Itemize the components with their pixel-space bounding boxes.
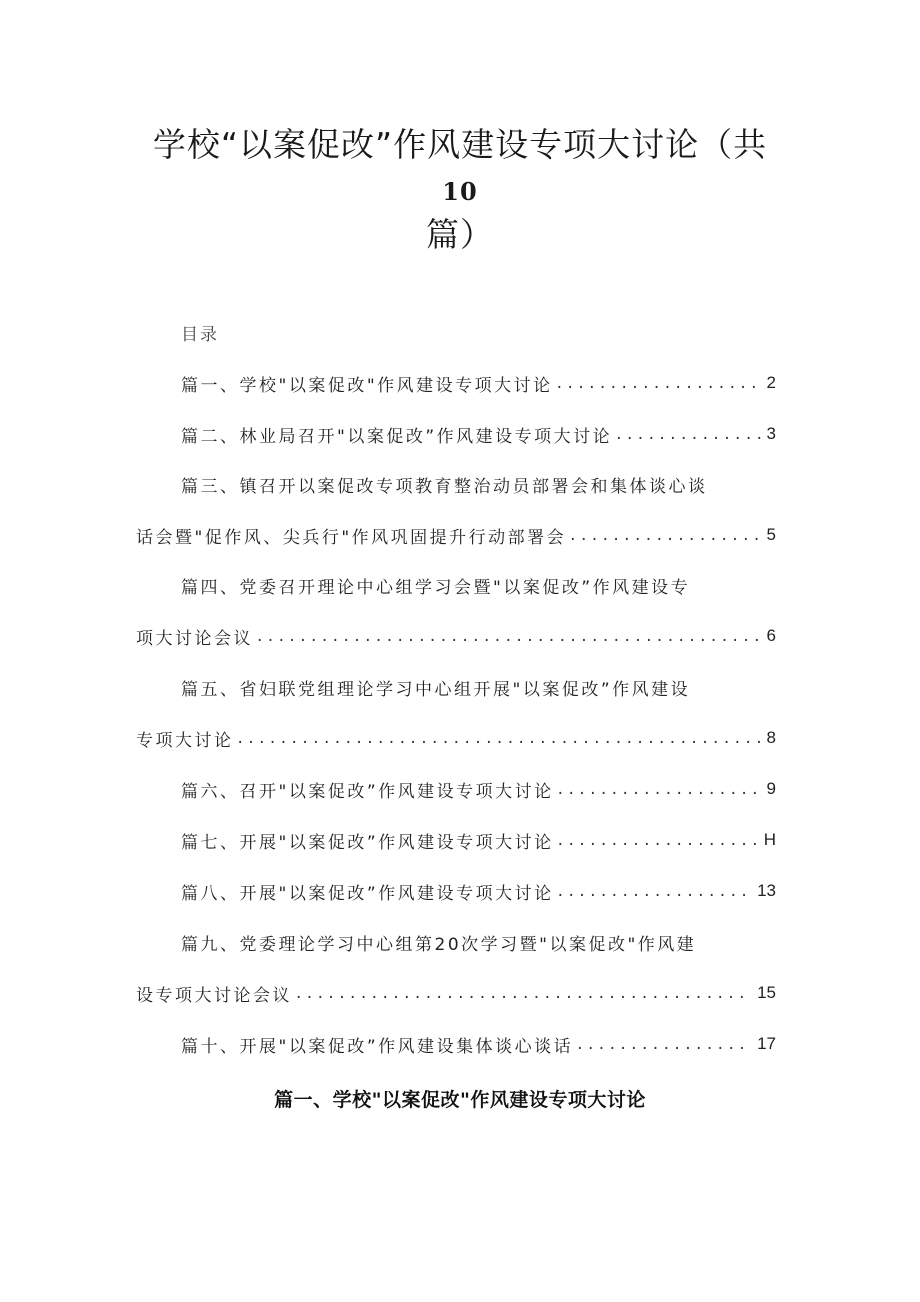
toc-label: 目录 [181,325,219,345]
toc-entry-9-line-2[interactable] [136,978,776,1008]
toc-entry-text: 专项大讨论 [136,730,234,751]
title-line-1: 学校“以案促改”作风建设专项大讨论（共 [152,125,768,164]
title-line-2: 10 [442,177,478,206]
toc-entry-4-line-2[interactable] [136,621,776,651]
toc-entry-text: 篇八、开展"以案促改”作风建设专项大讨论 [181,883,554,904]
toc-entry-text: 篇三、镇召开以案促改专项教育整治动员部署会和集体谈心谈 [181,476,708,497]
toc-leader-dots [257,626,761,646]
toc-leader-dots [558,881,751,901]
document-title [60,125,860,264]
toc-leader-dots [577,1034,751,1054]
toc-entry-text: 篇四、党委召开理论中心组学习会暨"以案促改”作风建设专 [181,577,691,598]
toc-entry-text: 设专项大讨论会议 [136,985,292,1006]
toc-leader-dots [238,728,761,748]
toc-entry-6[interactable] [181,774,776,804]
toc-entry-8[interactable] [181,876,776,906]
title-line-3: 篇） [426,215,494,254]
toc-page-number: 9 [766,779,776,798]
toc-entry-text: 篇十、开展"以案促改”作风建设集体谈心谈话 [181,1036,574,1057]
toc-page-number: 3 [766,424,776,443]
toc-entry-text: 篇二、林业局召开"以案促改”作风建设专项大讨论 [181,426,613,447]
section-heading: 篇一、学校"以案促改"作风建设专项大讨论 [274,1089,646,1111]
toc-entry-text: 话会暨"促作风、尖兵行"作风巩固提升行动部署会 [136,527,567,548]
toc-entry-text: 篇一、学校"以案促改"作风建设专项大讨论 [181,375,553,396]
toc-page-number: 6 [766,626,776,645]
toc-entry-text: 篇五、省妇联党组理论学习中心组开展"以案促改”作风建设 [181,679,691,700]
toc-page-number: 8 [766,728,776,747]
toc-page-number: 13 [757,881,776,900]
toc-leader-dots [296,983,751,1003]
toc-entry-2[interactable] [181,419,776,449]
toc-leader-dots [558,830,758,850]
toc-entry-5-line-2[interactable] [136,723,776,753]
toc-page-number: 2 [766,373,776,392]
toc-entry-5-line-1[interactable] [181,672,690,702]
toc-entry-text: 篇七、开展"以案促改”作风建设专项大讨论 [181,832,554,853]
toc-page-number: 15 [757,983,776,1002]
toc-page-number: 5 [766,525,776,544]
toc-entry-text: 篇六、召开"以案促改”作风建设专项大讨论 [181,781,554,802]
toc-leader-dots [616,424,760,444]
toc-entry-text: 篇九、党委理论学习中心组第20次学习暨"以案促改"作风建 [181,934,697,955]
toc-page-number: 17 [757,1034,776,1053]
toc-entry-9-line-1[interactable] [181,927,696,957]
toc-leader-dots [558,779,761,799]
toc-leader-dots [557,373,761,393]
toc-entry-10[interactable] [181,1029,776,1059]
toc-entry-3-line-1[interactable] [181,469,708,499]
toc-page-number: H [763,830,776,849]
toc-entry-text: 项大讨论会议 [136,628,253,649]
toc-leader-dots [570,525,760,545]
toc-entry-3-line-2[interactable] [136,520,776,550]
toc-entry-4-line-1[interactable] [181,570,690,600]
toc-entry-1[interactable] [181,368,776,398]
toc-entry-7[interactable] [181,825,776,855]
